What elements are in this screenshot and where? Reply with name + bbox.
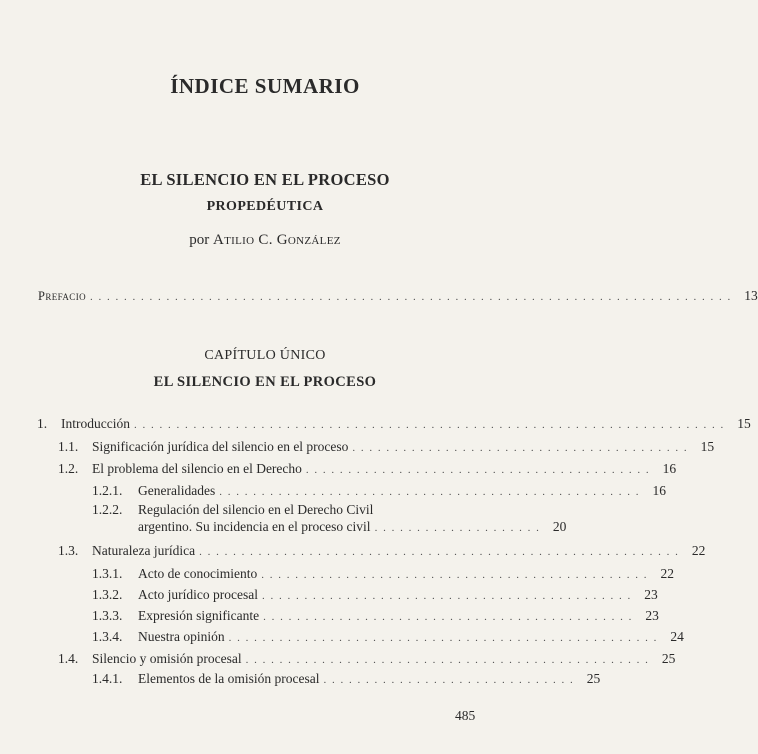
book-subtitle: PROPEDÉUTICA	[206, 199, 324, 214]
author-name: Atilio C. González	[213, 232, 341, 248]
toc-page-number: 16	[662, 461, 677, 476]
toc-entry-text: Naturaleza jurídica	[92, 543, 196, 558]
toc-page-number: 23	[645, 608, 659, 623]
toc-entry-number: 1.2.1.	[92, 483, 123, 498]
chapter-label: CAPÍTULO ÚNICO	[204, 348, 326, 363]
toc-entry-number: 1.	[37, 416, 48, 431]
toc-entry[interactable]	[92, 671, 601, 687]
toc-entry-number: 1.3.3.	[92, 608, 123, 623]
toc-entry-text: Nuestra opinión	[138, 629, 225, 644]
leader-dots: . . . . . . . . . . . . . . . . . . . . . . . . . . . . . .	[323, 674, 575, 686]
toc-entry-number: 1.4.	[58, 651, 79, 666]
author-line	[0, 232, 530, 249]
leader-dots: . . . . . . . . . . . . . . . . . . . . . . . . . . . . . . . . . . . . . . . . . . . .	[261, 590, 632, 602]
toc-entry-number: 1.3.4.	[92, 629, 123, 644]
toc-entry-number: 1.3.2.	[92, 587, 123, 602]
leader-dots: . . . . . . . . . . . . . . . . . . . . . . . . . . . . . . . . . . . . . . . . . . . . . . . .	[245, 654, 650, 666]
toc-entry-text: Acto de conocimiento	[138, 566, 258, 581]
toc-entry-text: El problema del silencio en el Derecho	[92, 461, 302, 476]
leader-dots: . . . . . . . . . . . . . . . . . . . .	[374, 522, 541, 534]
book-title: EL SILENCIO EN EL PROCESO	[140, 170, 390, 189]
toc-entry-text-continued: argentino. Su incidencia en el proceso civil	[138, 519, 371, 534]
toc-entry[interactable]	[92, 629, 684, 645]
leader-dots: . . . . . . . . . . . . . . . . . . . . . . . . . . . . . . . . . . . . . . . . . . . . . .	[261, 569, 648, 581]
toc-entry-text: Elementos de la omisión procesal	[138, 671, 320, 686]
toc-entry-number: 1.2.	[58, 461, 79, 476]
toc-page-number: 22	[691, 543, 706, 558]
toc-preface-entry[interactable]	[38, 288, 758, 304]
toc-entry[interactable]	[58, 461, 677, 477]
toc-entry-text: Acto jurídico procesal	[138, 587, 258, 602]
leader-dots: . . . . . . . . . . . . . . . . . . . . . . . . . . . . . . . . . . . . . . . . . . . . . . . . . . . . . . . . . . . . . . . . . . . . . .	[133, 419, 725, 431]
toc-entry-number: 1.3.	[58, 543, 79, 558]
toc-page-number: 15	[737, 416, 751, 431]
leader-dots: . . . . . . . . . . . . . . . . . . . . . . . . . . . . . . . . . . . . . . . . .	[305, 464, 651, 476]
toc-entry[interactable]	[92, 566, 674, 582]
toc-entry[interactable]	[58, 543, 706, 559]
toc-entry[interactable]	[92, 501, 567, 537]
toc-entry-number: 1.2.2.	[92, 502, 123, 517]
toc-entry-number: 1.1.	[58, 439, 79, 454]
toc-page-number: 16	[652, 483, 666, 498]
leader-dots: . . . . . . . . . . . . . . . . . . . . . . . . . . . . . . . . . . . . . . . . . . . .	[263, 611, 633, 623]
toc-page-number: 13	[744, 288, 758, 303]
leader-dots: . . . . . . . . . . . . . . . . . . . . . . . . . . . . . . . . . . . . . . . .	[352, 442, 689, 454]
index-title: ÍNDICE SUMARIO	[170, 74, 360, 98]
toc-entry[interactable]	[92, 608, 659, 624]
page-number: 485	[455, 708, 476, 723]
toc-page-number: 23	[644, 587, 658, 602]
chapter-title: EL SILENCIO EN EL PROCESO	[153, 374, 377, 390]
leader-dots: . . . . . . . . . . . . . . . . . . . . . . . . . . . . . . . . . . . . . . . . . . . . . . . . . . .	[228, 632, 658, 644]
toc-entry-text: Prefacio	[38, 289, 86, 303]
toc-entry[interactable]	[58, 439, 715, 455]
author-prefix: por	[189, 232, 210, 248]
toc-page-number: 24	[670, 629, 684, 644]
leader-dots: . . . . . . . . . . . . . . . . . . . . . . . . . . . . . . . . . . . . . . . . . . . . . . . . . . . . . . . . . . . . . . . . . . . . . . . . . . . .	[90, 291, 732, 303]
toc-entry[interactable]	[92, 483, 666, 499]
toc-entry-text: Introducción	[61, 416, 130, 431]
toc-entry-text: Expresión significante	[138, 608, 260, 623]
toc-page-number: 25	[586, 671, 601, 686]
toc-entry[interactable]	[37, 416, 751, 432]
leader-dots: . . . . . . . . . . . . . . . . . . . . . . . . . . . . . . . . . . . . . . . . . . . . . . . . . . . . . . . . .	[199, 546, 680, 558]
toc-entry-text: Silencio y omisión procesal	[92, 651, 242, 666]
toc-page-number: 20	[552, 519, 567, 534]
toc-entry-text: Generalidades	[138, 483, 216, 498]
toc-entry[interactable]	[58, 651, 676, 667]
toc-entry-number: 1.4.1.	[92, 671, 123, 686]
leader-dots: . . . . . . . . . . . . . . . . . . . . . . . . . . . . . . . . . . . . . . . . . . . . . . . . . .	[219, 486, 640, 498]
toc-entry-number: 1.3.1.	[92, 566, 123, 581]
toc-page-number: 15	[700, 439, 715, 454]
toc-page-number: 22	[660, 566, 674, 581]
toc-page-number: 25	[661, 651, 676, 666]
toc-entry-text: Significación jurídica del silencio en el proceso	[92, 439, 349, 454]
toc-entry-text: Regulación del silencio en el Derecho Civil	[138, 502, 374, 517]
toc-entry[interactable]	[92, 587, 658, 603]
